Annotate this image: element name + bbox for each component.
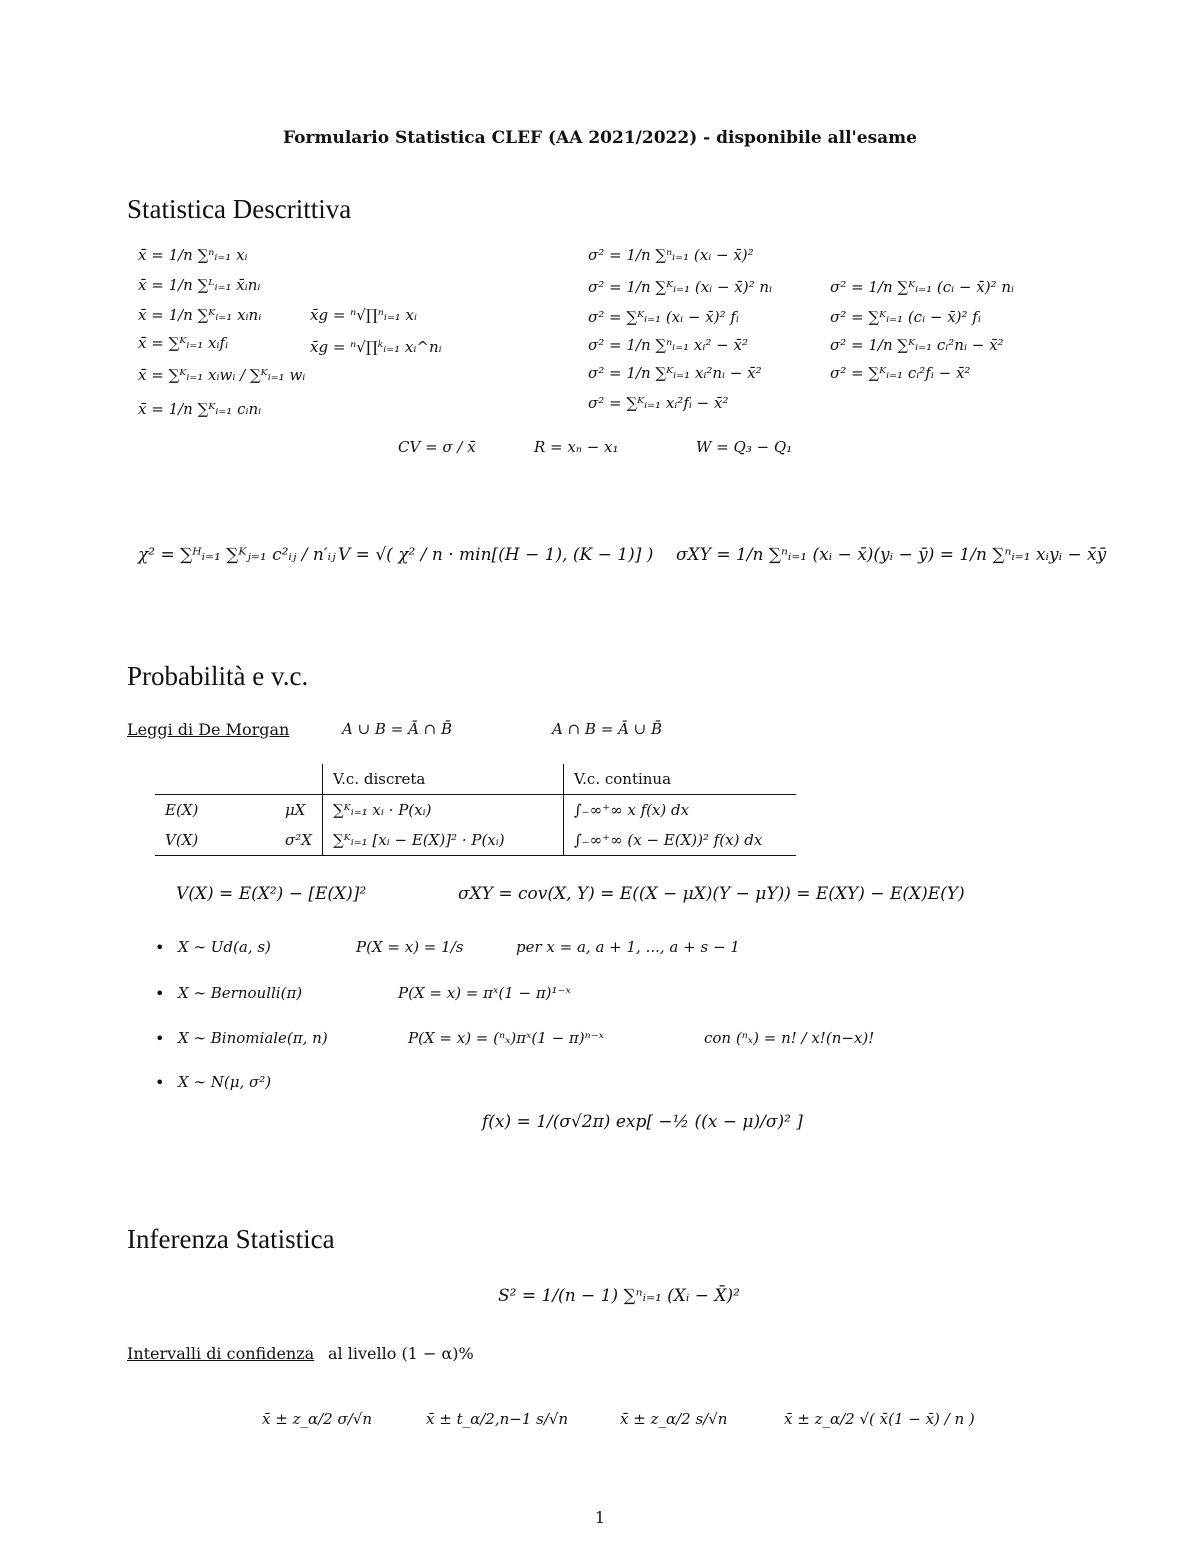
variance-class-formula: σ² = 1/n ∑ᴷᵢ₌₁ cᵢ²nᵢ − x̄² [830, 336, 1004, 354]
table-row [155, 825, 796, 856]
variance-formula: σ² = 1/n ∑ⁿᵢ₌₁ xᵢ² − x̄² [588, 336, 748, 354]
bullet-icon: • [155, 1073, 165, 1092]
distribution-name: X ∼ Binomiale(π, n) [178, 1029, 328, 1047]
variance-formula: σ² = 1/n ∑ⁿᵢ₌₁ (xᵢ − x̄)² [588, 246, 754, 264]
confidence-interval-label: Intervalli di confidenza [127, 1344, 315, 1363]
table-header-cell: V.c. continua [563, 764, 796, 795]
table-cell: ∫₋∞⁺∞ x f(x) dx [563, 795, 796, 826]
mean-formula: x̄ = 1/n ∑ᴷᵢ₌₁ xᵢnᵢ [138, 306, 262, 324]
geometric-mean-formula: x̄g = ⁿ√∏ᵏᵢ₌₁ xᵢ^nᵢ [310, 338, 442, 356]
geometric-mean-formula: x̄g = ⁿ√∏ⁿᵢ₌₁ xᵢ [310, 306, 418, 324]
bullet-icon: • [155, 938, 165, 957]
variance-formula: σ² = 1/n ∑ᴷᵢ₌₁ xᵢ²nᵢ − x̄² [588, 364, 762, 382]
iqr-formula: W = Q₃ − Q₁ [696, 438, 793, 456]
table-header-row [155, 764, 796, 795]
mean-formula: x̄ = ∑ᴷᵢ₌₁ xᵢwᵢ / ∑ᴷᵢ₌₁ wᵢ [138, 366, 306, 384]
table-cell: ∫₋∞⁺∞ (x − E(X))² f(x) dx [563, 825, 796, 856]
table-cell: ∑ᴷᵢ₌₁ xᵢ · P(xᵢ) [322, 795, 563, 826]
de-morgan-label: Leggi di De Morgan [127, 720, 290, 739]
covariance-identity: σXY = cov(X, Y) = E((X − μX)(Y − μY)) = E(XY) − E(X)E(Y) [458, 884, 965, 904]
variance-formula: σ² = ∑ᴷᵢ₌₁ xᵢ²fᵢ − x̄² [588, 394, 729, 412]
bullet-icon: • [155, 1029, 165, 1048]
sample-variance-formula: S² = 1/(n − 1) ∑ⁿᵢ₌₁ (Xᵢ − X̄)² [498, 1286, 740, 1306]
cv-formula: CV = σ / x̄ [398, 438, 476, 456]
confidence-interval-formula: x̄ ± z_α/2 √( x̄(1 − x̄) / n ) [784, 1410, 975, 1428]
table-row [155, 795, 796, 826]
table-header-cell: V.c. discreta [322, 764, 563, 795]
table-cell: μX [285, 801, 306, 819]
table-cell: σ²X [275, 825, 322, 856]
variance-formula: σ² = 1/n ∑ᴷᵢ₌₁ (xᵢ − x̄)² nᵢ [588, 278, 773, 296]
de-morgan-law: A ∩ B = Ā ∪ B̄ [552, 720, 663, 738]
confidence-level: al livello (1 − α)% [328, 1344, 474, 1363]
document-title: Formulario Statistica CLEF (AA 2021/2022) - disponibile all'esame [283, 128, 917, 148]
section-heading-descrittiva: Statistica Descrittiva [127, 194, 352, 224]
confidence-interval-formula: x̄ ± t_α/2,n−1 s/√n [426, 1410, 569, 1428]
de-morgan-law: A ∪ B = Ā ∩ B̄ [342, 720, 453, 738]
distribution-name: X ∼ Ud(a, s) [178, 938, 271, 956]
covariance-formula: σXY = 1/n ∑ⁿᵢ₌₁ (xᵢ − x̄)(yᵢ − ȳ) = 1/n ∑ⁿᵢ₌₁ xᵢyᵢ − x̄ȳ [676, 545, 1107, 565]
page-number: 1 [594, 1508, 606, 1527]
table-cell: V(X) [155, 825, 275, 856]
random-variable-table [155, 764, 796, 856]
distribution-note: con (ⁿₓ) = n! / x!(n−x)! [704, 1029, 875, 1047]
mean-formula: x̄ = 1/n ∑ᴸᵢ₌₁ x̄ᵢnᵢ [138, 276, 261, 294]
variance-formula: σ² = ∑ᴷᵢ₌₁ (xᵢ − x̄)² fᵢ [588, 308, 739, 326]
bullet-icon: • [155, 984, 165, 1003]
variance-class-formula: σ² = 1/n ∑ᴷᵢ₌₁ (cᵢ − x̄)² nᵢ [830, 278, 1015, 296]
chi-square-formula: χ² = ∑ᴴᵢ₌₁ ∑ᴷⱼ₌₁ c²ᵢⱼ / n′ᵢⱼ [138, 545, 336, 565]
variance-class-formula: σ² = ∑ᴷᵢ₌₁ (cᵢ − x̄)² fᵢ [830, 308, 981, 326]
distribution-pmf: P(X = x) = πˣ(1 − π)¹⁻ˣ [398, 984, 571, 1002]
distribution-pmf: P(X = x) = (ⁿₓ)πˣ(1 − π)ⁿ⁻ˣ [408, 1029, 604, 1047]
distribution-pmf: P(X = x) = 1/s [356, 938, 464, 956]
confidence-interval-formula: x̄ ± z_α/2 σ/√n [262, 1410, 372, 1428]
distribution-name: X ∼ Bernoulli(π) [178, 984, 303, 1002]
cramer-v-formula: V = √( χ² / n · min[(H − 1), (K − 1)] ) [338, 545, 654, 565]
distribution-note: per x = a, a + 1, ..., a + s − 1 [516, 938, 740, 956]
table-cell: ∑ᴷᵢ₌₁ [xᵢ − E(X)]² · P(xᵢ) [322, 825, 563, 856]
section-heading-probabilita: Probabilità e v.c. [127, 661, 309, 691]
range-formula: R = xₙ − x₁ [534, 438, 619, 456]
mean-formula: x̄ = 1/n ∑ᴷᵢ₌₁ cᵢnᵢ [138, 400, 262, 418]
mean-formula: x̄ = 1/n ∑ⁿᵢ₌₁ xᵢ [138, 246, 248, 264]
section-heading-inferenza: Inferenza Statistica [127, 1224, 335, 1254]
distribution-name: X ∼ N(μ, σ²) [178, 1073, 272, 1091]
variance-identity: V(X) = E(X²) − [E(X)]² [176, 884, 367, 904]
table-cell: E(X) [165, 801, 199, 819]
mean-formula: x̄ = ∑ᴷᵢ₌₁ xᵢfᵢ [138, 334, 229, 352]
normal-pdf-formula: f(x) = 1/(σ√2π) exp[ −½ ((x − μ)/σ)² ] [482, 1112, 803, 1132]
variance-class-formula: σ² = ∑ᴷᵢ₌₁ cᵢ²fᵢ − x̄² [830, 364, 971, 382]
confidence-interval-formula: x̄ ± z_α/2 s/√n [620, 1410, 728, 1428]
